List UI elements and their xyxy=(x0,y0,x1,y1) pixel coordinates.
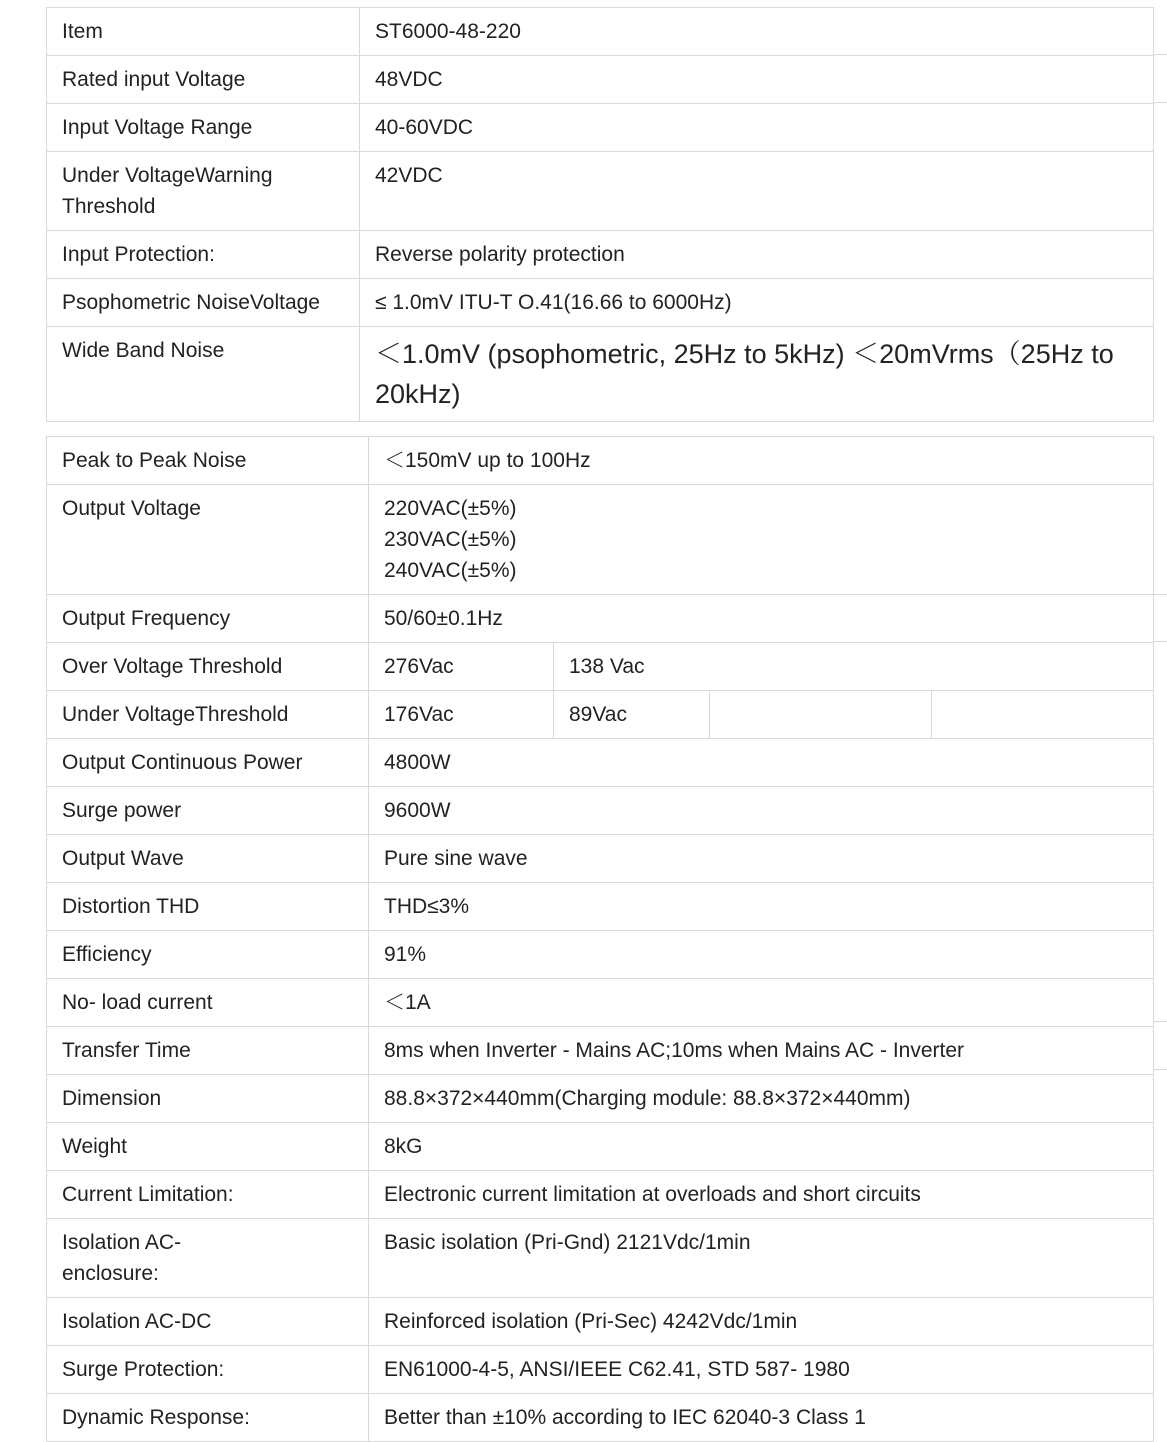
row-value: 9600W xyxy=(369,787,1154,835)
row-label: Input Protection: xyxy=(47,231,360,279)
row-label: Surge Protection: xyxy=(47,1346,369,1394)
table-row xyxy=(47,595,1154,643)
divider xyxy=(1153,102,1167,103)
row-value: 176Vac xyxy=(369,691,554,739)
row-value: EN61000-4-5, ANSI/IEEE C62.41, STD 587- 1980 xyxy=(369,1346,1154,1394)
table-row xyxy=(47,883,1154,931)
row-label: Rated input Voltage xyxy=(47,56,360,104)
row-value: ST6000-48-220 xyxy=(360,8,1154,56)
divider xyxy=(1153,1069,1167,1070)
table-row xyxy=(47,691,1154,739)
row-label: Wide Band Noise xyxy=(47,327,360,422)
table-row xyxy=(47,1298,1154,1346)
row-value: Reinforced isolation (Pri-Sec) 4242Vdc/1min xyxy=(369,1298,1154,1346)
table-row xyxy=(47,1219,1154,1298)
output-voltage-option: 220VAC(±5%) xyxy=(384,497,517,520)
table-row xyxy=(47,1075,1154,1123)
table-row xyxy=(47,1394,1154,1442)
row-value: Better than ±10% according to IEC 62040-3 Class 1 xyxy=(369,1394,1154,1442)
table-row xyxy=(47,437,1154,485)
divider xyxy=(1153,594,1167,595)
table-row xyxy=(47,1027,1154,1075)
row-label: Item xyxy=(47,8,360,56)
row-value: 8kG xyxy=(369,1123,1154,1171)
table-row xyxy=(47,8,1154,56)
row-label: Current Limitation: xyxy=(47,1171,369,1219)
row-value xyxy=(369,485,1154,595)
row-label: Psophometric NoiseVoltage xyxy=(47,279,360,327)
output-voltage-option: 240VAC(±5%) xyxy=(384,559,517,582)
row-label: Under VoltageThreshold xyxy=(47,691,369,739)
row-label: Output Continuous Power xyxy=(47,739,369,787)
row-value: Reverse polarity protection xyxy=(360,231,1154,279)
row-value: Pure sine wave xyxy=(369,835,1154,883)
table-row xyxy=(47,231,1154,279)
row-label: Output Voltage xyxy=(47,485,369,595)
table-row xyxy=(47,979,1154,1027)
table-row xyxy=(47,643,1154,691)
table-row xyxy=(47,485,1154,595)
table-row xyxy=(47,787,1154,835)
row-value: ≤ 1.0mV ITU-T O.41(16.66 to 6000Hz) xyxy=(360,279,1154,327)
spec-table-input xyxy=(46,7,1154,422)
row-value: 50/60±0.1Hz xyxy=(369,595,1154,643)
table-row xyxy=(47,56,1154,104)
row-label: Isolation AC-enclosure: xyxy=(47,1219,369,1298)
row-label: Isolation AC-DC xyxy=(47,1298,369,1346)
divider xyxy=(1153,1021,1167,1022)
row-label: Dimension xyxy=(47,1075,369,1123)
row-label: Over Voltage Threshold xyxy=(47,643,369,691)
row-label: Weight xyxy=(47,1123,369,1171)
row-value: 276Vac xyxy=(369,643,554,691)
row-value: 42VDC xyxy=(360,152,1154,231)
row-value: 88.8×372×440mm(Charging module: 88.8×372×440mm) xyxy=(369,1075,1154,1123)
empty-cell xyxy=(710,691,932,739)
spec-table-output xyxy=(46,436,1154,1442)
row-value: ＜1A xyxy=(369,979,1154,1027)
empty-cell xyxy=(932,691,1154,739)
row-value: ＜150mV up to 100Hz xyxy=(369,437,1154,485)
row-value: 4800W xyxy=(369,739,1154,787)
table-row xyxy=(47,835,1154,883)
row-value: ＜1.0mV (psophometric, 25Hz to 5kHz) ＜20mVrms（25Hz to 20kHz) xyxy=(360,327,1154,422)
table-row xyxy=(47,279,1154,327)
table-row xyxy=(47,327,1154,422)
row-value: 138 Vac xyxy=(554,643,1154,691)
row-value: 91% xyxy=(369,931,1154,979)
table-row xyxy=(47,739,1154,787)
row-value: Electronic current limitation at overloads and short circuits xyxy=(369,1171,1154,1219)
row-label: No- load current xyxy=(47,979,369,1027)
row-value: 40-60VDC xyxy=(360,104,1154,152)
row-label: Efficiency xyxy=(47,931,369,979)
row-label: Distortion THD xyxy=(47,883,369,931)
row-value: 48VDC xyxy=(360,56,1154,104)
table-row xyxy=(47,1171,1154,1219)
divider xyxy=(1153,54,1167,55)
row-value: 8ms when Inverter - Mains AC;10ms when Mains AC - Inverter xyxy=(369,1027,1154,1075)
row-label: Output Wave xyxy=(47,835,369,883)
table-row xyxy=(47,1346,1154,1394)
row-label: Surge power xyxy=(47,787,369,835)
table-row xyxy=(47,104,1154,152)
row-label: Dynamic Response: xyxy=(47,1394,369,1442)
row-label: Under VoltageWarning Threshold xyxy=(47,152,360,231)
row-value: Basic isolation (Pri-Gnd) 2121Vdc/1min xyxy=(369,1219,1154,1298)
table-row xyxy=(47,1123,1154,1171)
row-label: Transfer Time xyxy=(47,1027,369,1075)
row-label: Input Voltage Range xyxy=(47,104,360,152)
output-voltage-option: 230VAC(±5%) xyxy=(384,528,517,551)
table-row xyxy=(47,152,1154,231)
row-value: 89Vac xyxy=(554,691,710,739)
divider xyxy=(1153,641,1167,642)
row-label: Output Frequency xyxy=(47,595,369,643)
table-row xyxy=(47,931,1154,979)
row-label: Peak to Peak Noise xyxy=(47,437,369,485)
row-value: THD≤3% xyxy=(369,883,1154,931)
